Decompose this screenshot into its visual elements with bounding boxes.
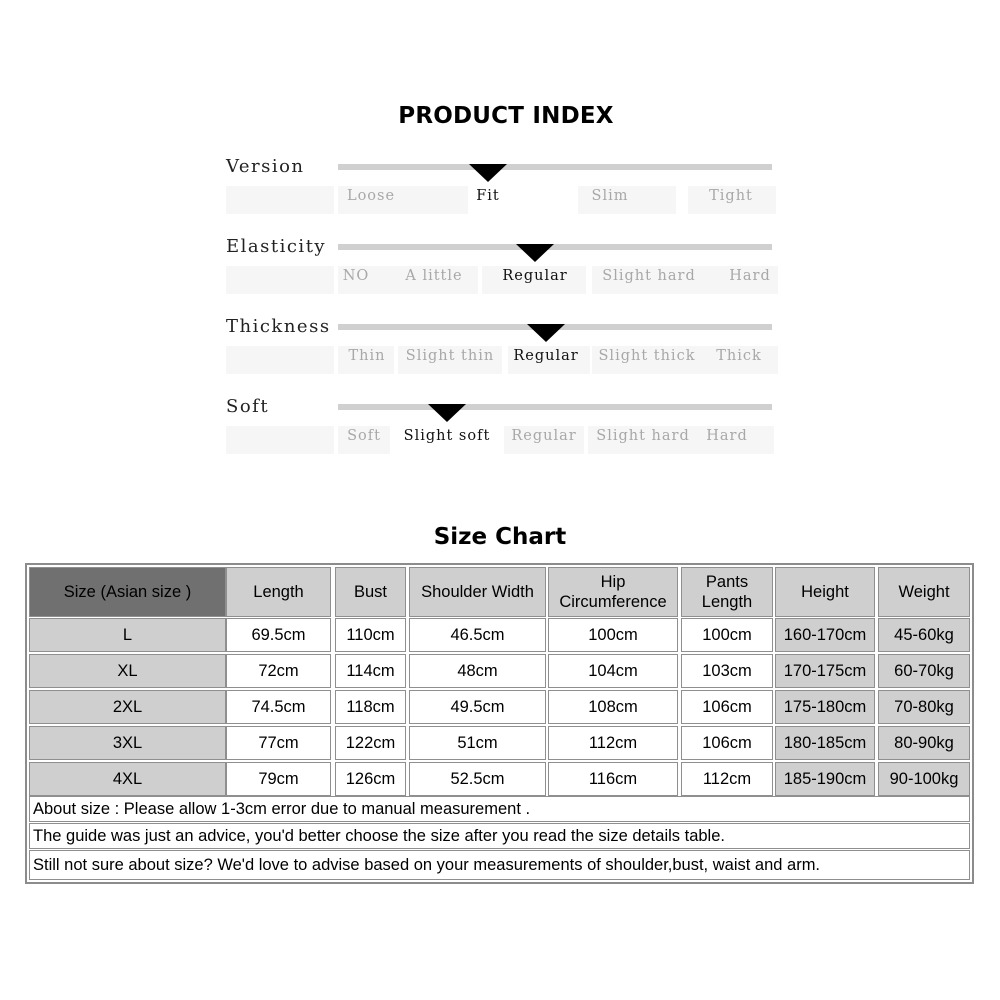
table-cell: 70-80kg xyxy=(878,690,970,724)
index-option: Tight xyxy=(709,188,753,204)
index-option-shade xyxy=(226,266,334,294)
table-cell: 72cm xyxy=(226,654,331,688)
size-label-cell: 2XL xyxy=(29,690,226,724)
table-cell: 49.5cm xyxy=(409,690,546,724)
table-cell: 106cm xyxy=(681,690,773,724)
table-cell: 100cm xyxy=(548,618,678,652)
size-chart-title: Size Chart xyxy=(433,524,567,550)
index-option: Slim xyxy=(591,188,629,204)
table-cell: 170-175cm xyxy=(775,654,875,688)
table-cell: 46.5cm xyxy=(409,618,546,652)
index-option: Slight thick xyxy=(598,348,696,364)
table-cell: 116cm xyxy=(548,762,678,796)
index-option: Soft xyxy=(347,428,381,444)
index-option: Slight thin xyxy=(405,348,495,364)
index-option: Regular xyxy=(502,268,568,284)
table-cell: 103cm xyxy=(681,654,773,688)
table-cell: 52.5cm xyxy=(409,762,546,796)
table-cell: 110cm xyxy=(335,618,406,652)
size-label-cell: 3XL xyxy=(29,726,226,760)
index-option-shade xyxy=(226,426,334,454)
size-label-cell: 4XL xyxy=(29,762,226,796)
index-option: Slight soft xyxy=(403,428,491,444)
index-label-thickness: Thickness xyxy=(226,316,331,337)
product-index-title: PRODUCT INDEX xyxy=(398,103,614,129)
index-scale-bar xyxy=(338,244,772,250)
header-cell: Shoulder Width xyxy=(409,567,546,617)
index-marker-icon xyxy=(428,404,466,422)
index-scale-bar xyxy=(338,404,772,410)
table-cell: 104cm xyxy=(548,654,678,688)
table-cell: 90-100kg xyxy=(878,762,970,796)
index-option-shade xyxy=(226,186,334,214)
index-option-shade xyxy=(226,346,334,374)
index-option: Regular xyxy=(513,348,579,364)
size-label-cell: L xyxy=(29,618,226,652)
size-note: About size : Please allow 1-3cm error due to manual measurement . xyxy=(29,796,970,822)
index-scale-bar xyxy=(338,164,772,170)
header-cell: Bust xyxy=(335,567,406,617)
header-cell: Pants Length xyxy=(681,567,773,617)
header-cell: Weight xyxy=(878,567,970,617)
index-option: Hard xyxy=(706,428,748,444)
index-option: Regular xyxy=(511,428,577,444)
header-cell: Length xyxy=(226,567,331,617)
index-marker-icon xyxy=(527,324,565,342)
table-cell: 79cm xyxy=(226,762,331,796)
size-label-cell: XL xyxy=(29,654,226,688)
table-cell: 118cm xyxy=(335,690,406,724)
size-chart-table xyxy=(25,563,974,884)
table-cell: 45-60kg xyxy=(878,618,970,652)
table-cell: 175-180cm xyxy=(775,690,875,724)
index-option: Loose xyxy=(346,188,396,204)
table-cell: 108cm xyxy=(548,690,678,724)
table-cell: 112cm xyxy=(548,726,678,760)
index-label-elasticity: Elasticity xyxy=(226,236,327,257)
index-option: Thick xyxy=(716,348,762,364)
index-marker-icon xyxy=(469,164,507,182)
header-cell: Size (Asian size ) xyxy=(29,567,226,617)
table-cell: 114cm xyxy=(335,654,406,688)
table-cell: 160-170cm xyxy=(775,618,875,652)
table-cell: 185-190cm xyxy=(775,762,875,796)
table-cell: 126cm xyxy=(335,762,406,796)
index-option: Thin xyxy=(348,348,386,364)
table-cell: 180-185cm xyxy=(775,726,875,760)
index-option: Hard xyxy=(729,268,771,284)
table-cell: 69.5cm xyxy=(226,618,331,652)
table-cell: 77cm xyxy=(226,726,331,760)
index-option: Fit xyxy=(476,188,500,204)
size-note: The guide was just an advice, you'd better choose the size after you read the size details table. xyxy=(29,823,970,849)
index-label-version: Version xyxy=(226,156,305,177)
index-option: Slight hard xyxy=(602,268,696,284)
index-label-soft: Soft xyxy=(226,396,270,417)
index-marker-icon xyxy=(516,244,554,262)
header-cell: Height xyxy=(775,567,875,617)
index-option: Slight hard xyxy=(596,428,690,444)
index-option: A little xyxy=(405,268,463,284)
table-cell: 51cm xyxy=(409,726,546,760)
table-cell: 106cm xyxy=(681,726,773,760)
table-cell: 122cm xyxy=(335,726,406,760)
index-option: NO xyxy=(342,268,370,284)
size-note: Still not sure about size? We'd love to advise based on your measurements of shoulder,bust, waist and arm. xyxy=(29,850,970,880)
table-cell: 100cm xyxy=(681,618,773,652)
table-cell: 112cm xyxy=(681,762,773,796)
table-cell: 80-90kg xyxy=(878,726,970,760)
table-cell: 74.5cm xyxy=(226,690,331,724)
table-cell: 48cm xyxy=(409,654,546,688)
header-cell: Hip Circumference xyxy=(548,567,678,617)
table-cell: 60-70kg xyxy=(878,654,970,688)
